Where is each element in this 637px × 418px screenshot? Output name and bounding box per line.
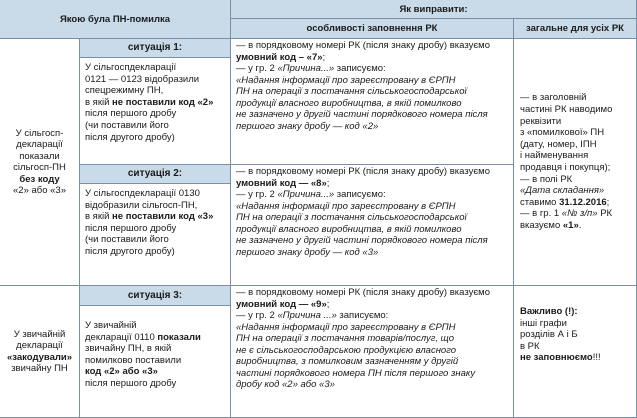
desc-line: після першого дробу	[85, 377, 177, 389]
header-common-for-all	[514, 19, 637, 39]
error-agri-declaration	[0, 39, 80, 286]
desc-line: 0121 — 0123 відобразили	[85, 73, 200, 85]
fix-line: ПН на операції з постачання сільськогосподарської	[236, 212, 467, 223]
fix-line: умовний код — «9»;	[236, 298, 330, 310]
error-line: «2» або «3»	[13, 185, 66, 196]
situation-2-fix	[231, 165, 514, 286]
situation-2-title-text: ситуація 2:	[127, 168, 183, 179]
situation-1-description	[80, 58, 231, 165]
desc-line: декларації 0110 показали	[85, 331, 201, 343]
desc-line: після другого дробу)	[85, 245, 175, 257]
fix-line: — в порядковому номері РК (після знаку дробу) вказуємо	[236, 166, 490, 177]
header-how-to-fix	[231, 0, 637, 19]
fix-line: не зазначено у другій частині порядкового номера після	[236, 235, 488, 246]
fix-line: умовний код – «7»;	[236, 51, 326, 63]
desc-line: в якій не поставили код «3»	[85, 211, 214, 223]
fix-line: — у гр. 2 «Причина...» записуємо:	[236, 63, 386, 74]
header-how-to-fix-label: Як виправити:	[399, 3, 468, 15]
situation-3-title-text: ситуація 3:	[127, 289, 183, 301]
common-line: продавця і покупця);	[520, 162, 611, 173]
desc-line: звичайну ПН, в якій	[85, 343, 172, 355]
desc-line: спецрежимну ПН,	[85, 85, 164, 97]
desc-line: після другого дробу)	[85, 131, 175, 143]
common-line: вказуємо «1».	[520, 219, 582, 231]
error-line: «закодували»	[6, 351, 73, 363]
fix-line: продукції власного виробництва, в якій помилково	[236, 223, 462, 235]
desc-line: після першого дробу	[85, 108, 177, 120]
common-line: з «помилкової» ПН	[520, 127, 605, 139]
fix-line: — в порядковому номері РК (після знаку дробу) вказуємо	[236, 287, 490, 298]
header-rk-specifics	[231, 19, 514, 39]
common-rules	[514, 39, 637, 286]
common-line: — в полі РК	[520, 173, 573, 185]
note-line: інші графи	[520, 317, 567, 329]
common-line: частині РК наводимо	[520, 104, 613, 116]
desc-line: (чи поставили його	[85, 234, 169, 246]
error-line: звичайну ПН	[11, 363, 68, 374]
fix-line: «Надання інформації про зареєстровану в ЄРПН	[236, 74, 456, 86]
fix-line: ПН на операції з постачання сільськогосподарської	[236, 86, 467, 97]
error-line: У звичайній	[13, 328, 66, 340]
desc-line: відобразили сільгосп-ПН,	[85, 199, 198, 211]
desc-line: У звичайній	[85, 320, 137, 331]
fix-line: «Надання інформації про зареєстровану в ЄРПН	[236, 321, 456, 333]
error-line: сільгосп-ПН	[13, 162, 66, 173]
fix-line: дробу код «2» або «3»	[236, 379, 335, 390]
header-error-type	[0, 0, 231, 39]
error-line: показали	[19, 150, 60, 162]
fix-line: першого знаку дробу — код «3»	[236, 246, 379, 258]
desc-line: помилково поставили	[85, 354, 182, 366]
desc-line: в якій не поставили код «2»	[85, 96, 214, 108]
fix-line: — у гр. 2 «Причина...» записуємо:	[236, 189, 386, 200]
desc-line: У сільгоспдекларації	[85, 62, 177, 73]
common-line: — в заголовній	[520, 92, 587, 104]
common-line: ставимо 31.12.2016;	[520, 196, 610, 208]
situation-2-description	[80, 184, 231, 286]
fix-line: виробництва, з помилковим зазначенням у другій	[236, 356, 459, 367]
situation-3-title	[80, 286, 231, 306]
common-line: (дату, номер, ІПН	[520, 138, 597, 150]
desc-line: (чи поставили його	[85, 119, 169, 131]
fix-line: продукції власного виробництва, в якій помилково	[236, 97, 462, 109]
desc-line: після першого дробу	[85, 222, 177, 234]
situation-1-fix	[231, 39, 514, 165]
fix-line: умовний код — «8»;	[236, 177, 330, 189]
important-note	[514, 286, 637, 418]
common-line: і найменування	[520, 150, 589, 162]
fix-line: «Надання інформації про зареєстровану в ЄРПН	[236, 200, 456, 212]
situation-1-title-text: ситуація 1:	[127, 42, 183, 53]
note-line: розділів А і Б	[520, 329, 578, 341]
fix-line: — в порядковому номері РК (після знаку дробу) вказуємо	[236, 40, 490, 51]
situation-3-fix	[231, 286, 514, 418]
common-line: — в гр. 1 «№ з/п» РК	[520, 208, 613, 220]
note-line: Важливо (!):	[520, 306, 578, 317]
desc-line: код «2» або «3»	[85, 366, 158, 378]
fix-line: ПН на операції з постачання товарів/послуг, що	[236, 333, 455, 344]
common-line: «Дата складання»	[520, 185, 605, 197]
error-line: декларації	[16, 340, 63, 351]
header-rk-specifics-label: особливості заповнення РК	[306, 23, 438, 34]
situation-1-title	[80, 39, 231, 58]
desc-line: У сільгоспдекларації 0130	[85, 188, 200, 199]
error-regular-declaration	[0, 286, 80, 418]
error-line: без коду	[19, 173, 60, 185]
header-common-for-all-label: загальне для усіх РК	[526, 23, 624, 34]
fix-line: не є сільськогосподарською продукцією власного	[236, 344, 457, 356]
error-line: декларації	[16, 139, 63, 150]
fix-line: не зазначено у другій частині порядкового номера після	[236, 109, 488, 120]
fix-line: першого знаку дробу — код «2»	[236, 120, 379, 132]
header-error-type-label: Якою була ПН-помилка	[59, 13, 171, 25]
common-line: реквізити	[520, 115, 562, 127]
fix-line: частині порядкового номера ПН після першого знаку	[236, 367, 476, 379]
note-line: не заповнюємо!!!	[520, 352, 601, 364]
note-line: в РК	[520, 340, 540, 352]
situation-2-title	[80, 165, 231, 184]
error-line: У сільгосп-	[15, 127, 64, 139]
fix-line: — у гр. 2 «Причина ...» записуємо:	[236, 310, 389, 321]
situation-3-description	[80, 306, 231, 418]
